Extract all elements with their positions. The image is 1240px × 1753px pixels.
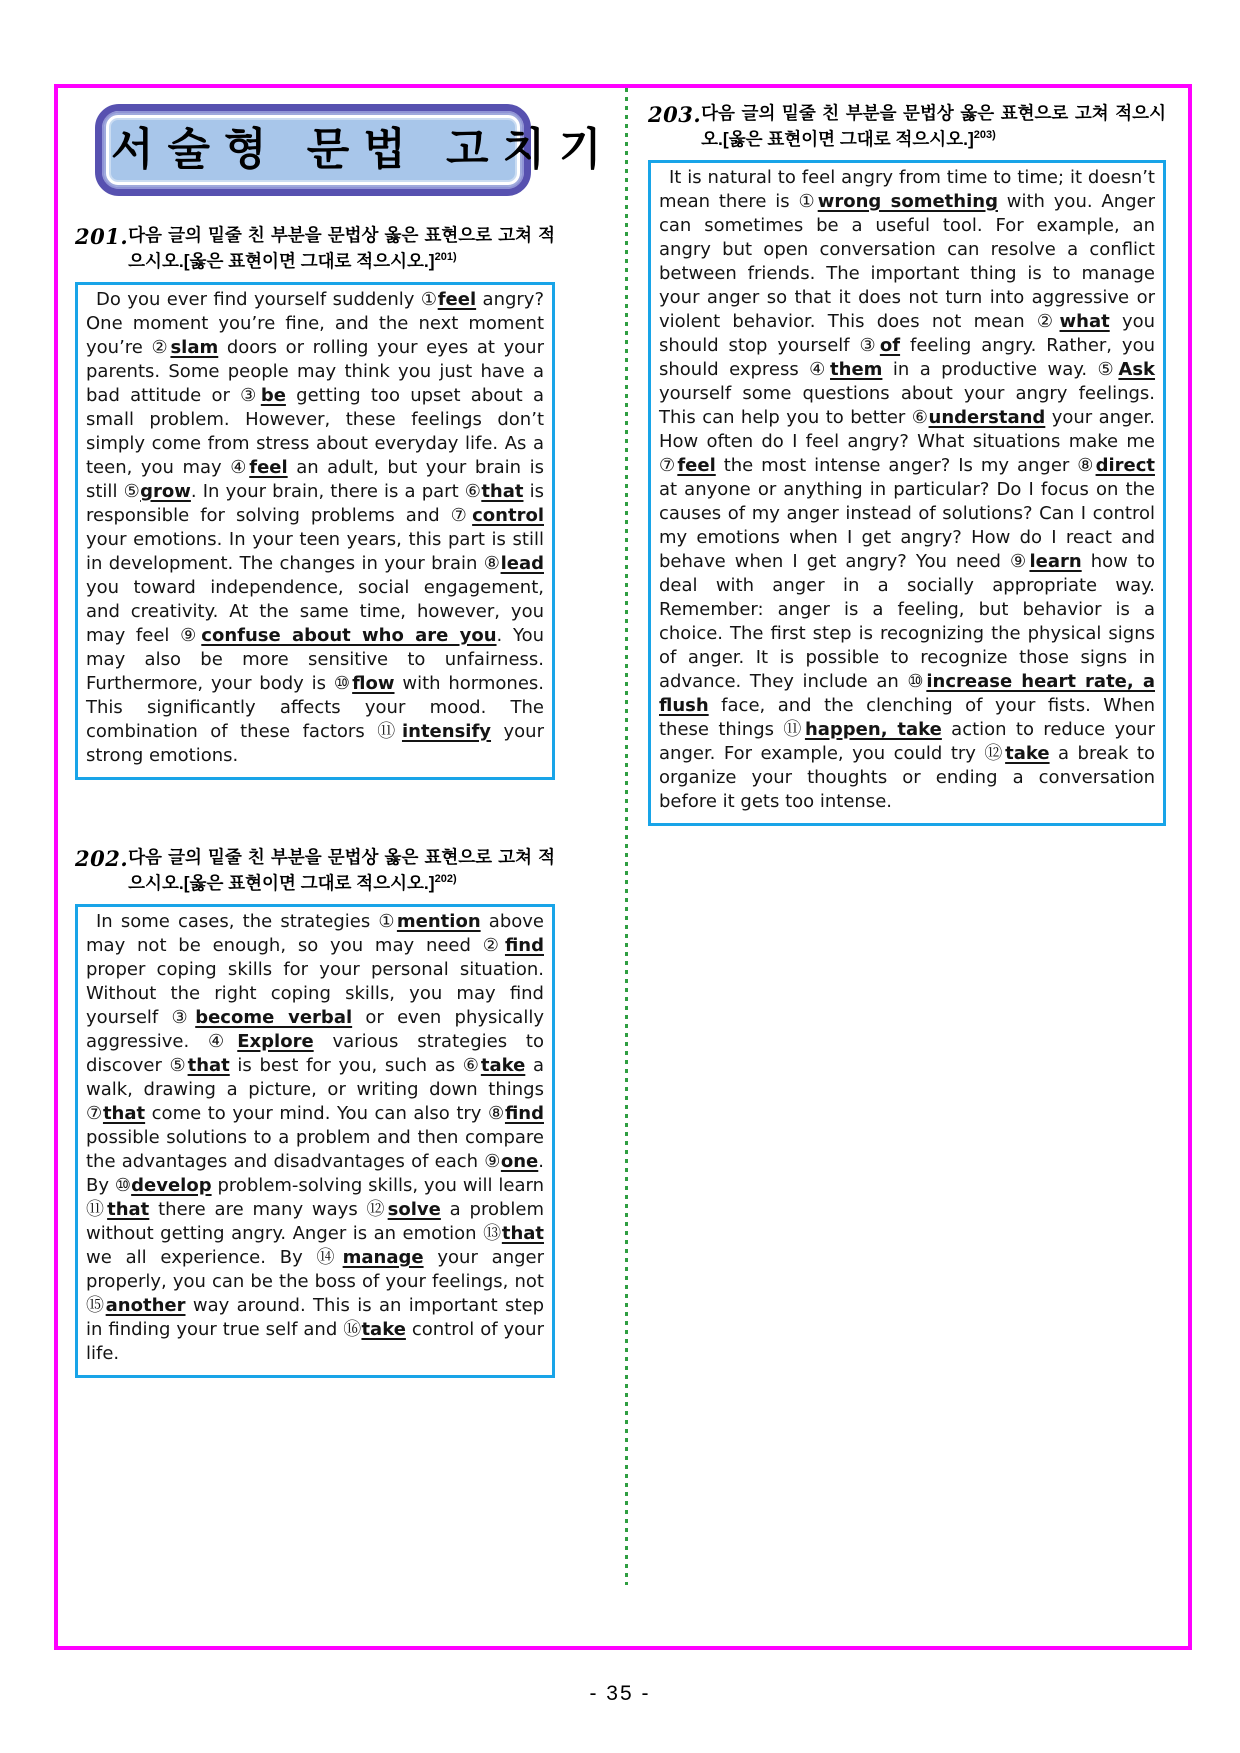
underlined-target-phrase: slam: [170, 337, 219, 358]
question-prompt-text: 다음 글의 밑줄 친 부분을 문법상 옳은 표현으로 고쳐 적으시오.[옳은 표현이면 그대로 적으시오.]: [128, 225, 555, 271]
question-number: 201.: [75, 224, 129, 249]
underlined-target-phrase: intensify: [401, 721, 492, 742]
page-number: - 35 -: [589, 1682, 651, 1705]
passage-box-201: Do you ever find yourself suddenly ①feel angry? One moment you’re fine, and the next moment you’re ②slam doors or rolling your eyes at your parents. Some people may think you just have a bad attitude or ③be getting too upset about a small problem. However, these feelings don’t simply come from stress about everyday life. As a teen, you may ④feel an adult, but your brain is still ⑤grow. In your brain, there is a part ⑥that is responsible for solving problems and ⑦control your emotions. In your teen years, this part is still in development. The changes in your brain ⑧lead you toward independence, social engagement, and creativity. At the same time, however, you may feel ⑨confuse about who are you. You may also be more sensitive to unfairness. Furthermore, your body is ⑩flow with hormones. This significantly affects your mood. The combination of these factors ⑪intensify your strong emotions.: [75, 282, 555, 780]
circled-number-marker: ⑥: [462, 1055, 481, 1076]
circled-number-marker: ⑫: [366, 1199, 388, 1220]
underlined-target-phrase: become verbal: [195, 1007, 353, 1028]
section-title-box: [95, 104, 616, 196]
underlined-target-phrase: feel: [677, 455, 716, 476]
page-border-frame: [54, 84, 1192, 1650]
question-203: [648, 100, 1166, 826]
underlined-target-phrase: solve: [387, 1199, 441, 1220]
circled-number-marker: ⑨: [484, 1151, 501, 1172]
footnote-ref: 201): [434, 251, 457, 264]
underlined-target-phrase: take: [361, 1319, 406, 1340]
circled-number-marker: ⑦: [86, 1103, 103, 1124]
circled-number-marker: ⑤: [169, 1055, 188, 1076]
circled-number-marker: ⑦: [659, 455, 678, 476]
underlined-target-phrase: lead: [500, 553, 544, 574]
question-prompt: [128, 222, 555, 274]
underlined-target-phrase: increase heart rate, a flush: [659, 671, 1155, 716]
underlined-target-phrase: that: [481, 481, 524, 502]
underlined-target-phrase: of: [879, 335, 901, 356]
circled-number-marker: ①: [420, 289, 438, 310]
underlined-target-phrase: feel: [249, 457, 288, 478]
circled-number-marker: ⑦: [450, 505, 473, 526]
underlined-target-phrase: one: [500, 1151, 539, 1172]
underlined-target-phrase: that: [107, 1199, 150, 1220]
question-203-header: [648, 100, 1166, 152]
underlined-target-phrase: that: [501, 1223, 545, 1244]
footnote-ref: 203): [973, 129, 996, 142]
right-column: [628, 88, 1188, 1646]
underlined-target-phrase: confuse about who are you: [201, 625, 497, 646]
circled-number-marker: ③: [171, 1007, 196, 1028]
circled-number-marker: ⑧: [483, 553, 501, 574]
circled-number-marker: ②: [151, 337, 171, 358]
underlined-target-phrase: happen, take: [804, 719, 942, 740]
underlined-target-phrase: take: [1005, 743, 1050, 764]
circled-number-marker: ⑨: [180, 625, 202, 646]
circled-number-marker: ⑩: [333, 673, 353, 694]
underlined-target-phrase: control: [472, 505, 544, 526]
section-title: 서술형 문법 고치기: [109, 118, 517, 182]
left-column: [58, 88, 625, 1646]
circled-number-marker: ③: [240, 385, 261, 406]
question-number: 203.: [648, 102, 702, 127]
circled-number-marker: ⑧: [1077, 455, 1096, 476]
passage-box-203: It is natural to feel angry from time to time; it doesn’t mean there is ①wrong something with you. Anger can sometimes be a useful tool. For example, an angry but open conversation can resolve a conflict between friends. The important thing is to manage your anger so that it does not turn into aggressive or violent behavior. This does not mean ②what you should stop yourself ③of feeling angry. Rather, you should express ④them in a productive way. ⑤Ask yourself some questions about your angry feelings. This can help you to better ⑥understand your anger. How often do I feel angry? What situations make me ⑦feel the most intense anger? Is my anger ⑧direct at anyone or anything in particular? Do I focus on the causes of my anger instead of solutions? Can I control my emotions when I get angry? How do I react and behave when I get angry? You need ⑨learn how to deal with anger in a socially appropriate way. Remember: anger is a feeling, but behavior is a choice. The first step is recognizing the physical signs of anger. It is possible to recognize those signs in advance. They include an ⑩increase heart rate, a flush face, and the clenching of your fists. When these things ⑪happen, take action to reduce your anger. For example, you could try ⑫take a break to organize your thoughts or ending a conversation before it gets too intense.: [648, 160, 1166, 826]
circled-number-marker: ④: [208, 1031, 238, 1052]
circled-number-marker: ⑫: [984, 743, 1006, 764]
circled-number-marker: ⑬: [483, 1223, 502, 1244]
circled-number-marker: ②: [1036, 311, 1060, 332]
footnote-ref: 202): [434, 873, 457, 886]
circled-number-marker: ⑨: [1009, 551, 1030, 572]
circled-number-marker: ①: [798, 191, 818, 212]
underlined-target-phrase: feel: [437, 289, 477, 310]
circled-number-marker: ⑧: [488, 1103, 505, 1124]
underlined-target-phrase: take: [480, 1055, 526, 1076]
circled-number-marker: ⑪: [783, 719, 805, 740]
underlined-target-phrase: wrong something: [817, 191, 998, 212]
circled-number-marker: ⑯: [343, 1319, 362, 1340]
underlined-target-phrase: understand: [928, 407, 1046, 428]
question-201: [75, 222, 555, 780]
circled-number-marker: ⑪: [377, 721, 402, 742]
question-202: [75, 844, 555, 1378]
circled-number-marker: ④: [809, 359, 831, 380]
circled-number-marker: ⑩: [907, 671, 927, 692]
question-number: 202.: [75, 846, 129, 871]
underlined-target-phrase: that: [102, 1103, 146, 1124]
question-prompt-text: 다음 글의 밑줄 친 부분을 문법상 옳은 표현으로 고쳐 적으시오.[옳은 표현이면 그대로 적으시오.]: [701, 103, 1166, 149]
circled-number-marker: ⑤: [123, 481, 141, 502]
question-prompt: [128, 844, 555, 896]
circled-number-marker: ⑭: [316, 1247, 343, 1268]
circled-number-marker: ⑩: [114, 1175, 132, 1196]
circled-number-marker: ④: [230, 457, 250, 478]
question-201-header: [75, 222, 555, 274]
underlined-target-phrase: Ask: [1118, 359, 1156, 380]
circled-number-marker: ⑮: [86, 1295, 106, 1316]
circled-number-marker: ⑥: [911, 407, 929, 428]
underlined-target-phrase: find: [504, 935, 544, 956]
question-prompt-text: 다음 글의 밑줄 친 부분을 문법상 옳은 표현으로 고쳐 적으시오.[옳은 표현이면 그대로 적으시오.]: [128, 847, 555, 893]
underlined-target-phrase: another: [105, 1295, 186, 1316]
underlined-target-phrase: that: [187, 1055, 230, 1076]
underlined-target-phrase: direct: [1095, 455, 1155, 476]
underlined-target-phrase: grow: [140, 481, 191, 502]
passage-box-202: In some cases, the strategies ①mention above may not be enough, so you may need ②find proper coping skills for your personal situation. Without the right coping skills, you may find yourself ③become verbal or even physically aggressive. ④Explore various strategies to discover ⑤that is best for you, such as ⑥take a walk, drawing a picture, or writing down things ⑦that come to your mind. You can also try ⑧find possible solutions to a problem and then compare the advantages and disadvantages of each ⑨one. By ⑩develop problem-solving skills, you will learn ⑪that there are many ways ⑫solve a problem without getting angry. Anger is an emotion ⑬that we all experience. By ⑭manage your anger properly, you can be the boss of your feelings, not ⑮another way around. This is an important step in finding your true self and ⑯take control of your life.: [75, 904, 555, 1378]
circled-number-marker: ⑤: [1097, 359, 1119, 380]
circled-number-marker: ⑥: [464, 481, 482, 502]
underlined-target-phrase: them: [830, 359, 883, 380]
underlined-target-phrase: learn: [1029, 551, 1082, 572]
circled-number-marker: ①: [378, 911, 397, 932]
underlined-target-phrase: Explore: [237, 1031, 314, 1052]
circled-number-marker: ③: [859, 335, 880, 356]
section-title-inner-ring: [104, 113, 616, 187]
underlined-target-phrase: mention: [396, 911, 481, 932]
underlined-target-phrase: what: [1059, 311, 1110, 332]
underlined-target-phrase: find: [504, 1103, 544, 1124]
underlined-target-phrase: be: [260, 385, 286, 406]
underlined-target-phrase: flow: [352, 673, 395, 694]
question-prompt: [701, 100, 1166, 152]
circled-number-marker: ②: [482, 935, 505, 956]
underlined-target-phrase: develop: [131, 1175, 212, 1196]
circled-number-marker: ⑪: [86, 1199, 108, 1220]
question-202-header: [75, 844, 555, 896]
underlined-target-phrase: manage: [342, 1247, 424, 1268]
